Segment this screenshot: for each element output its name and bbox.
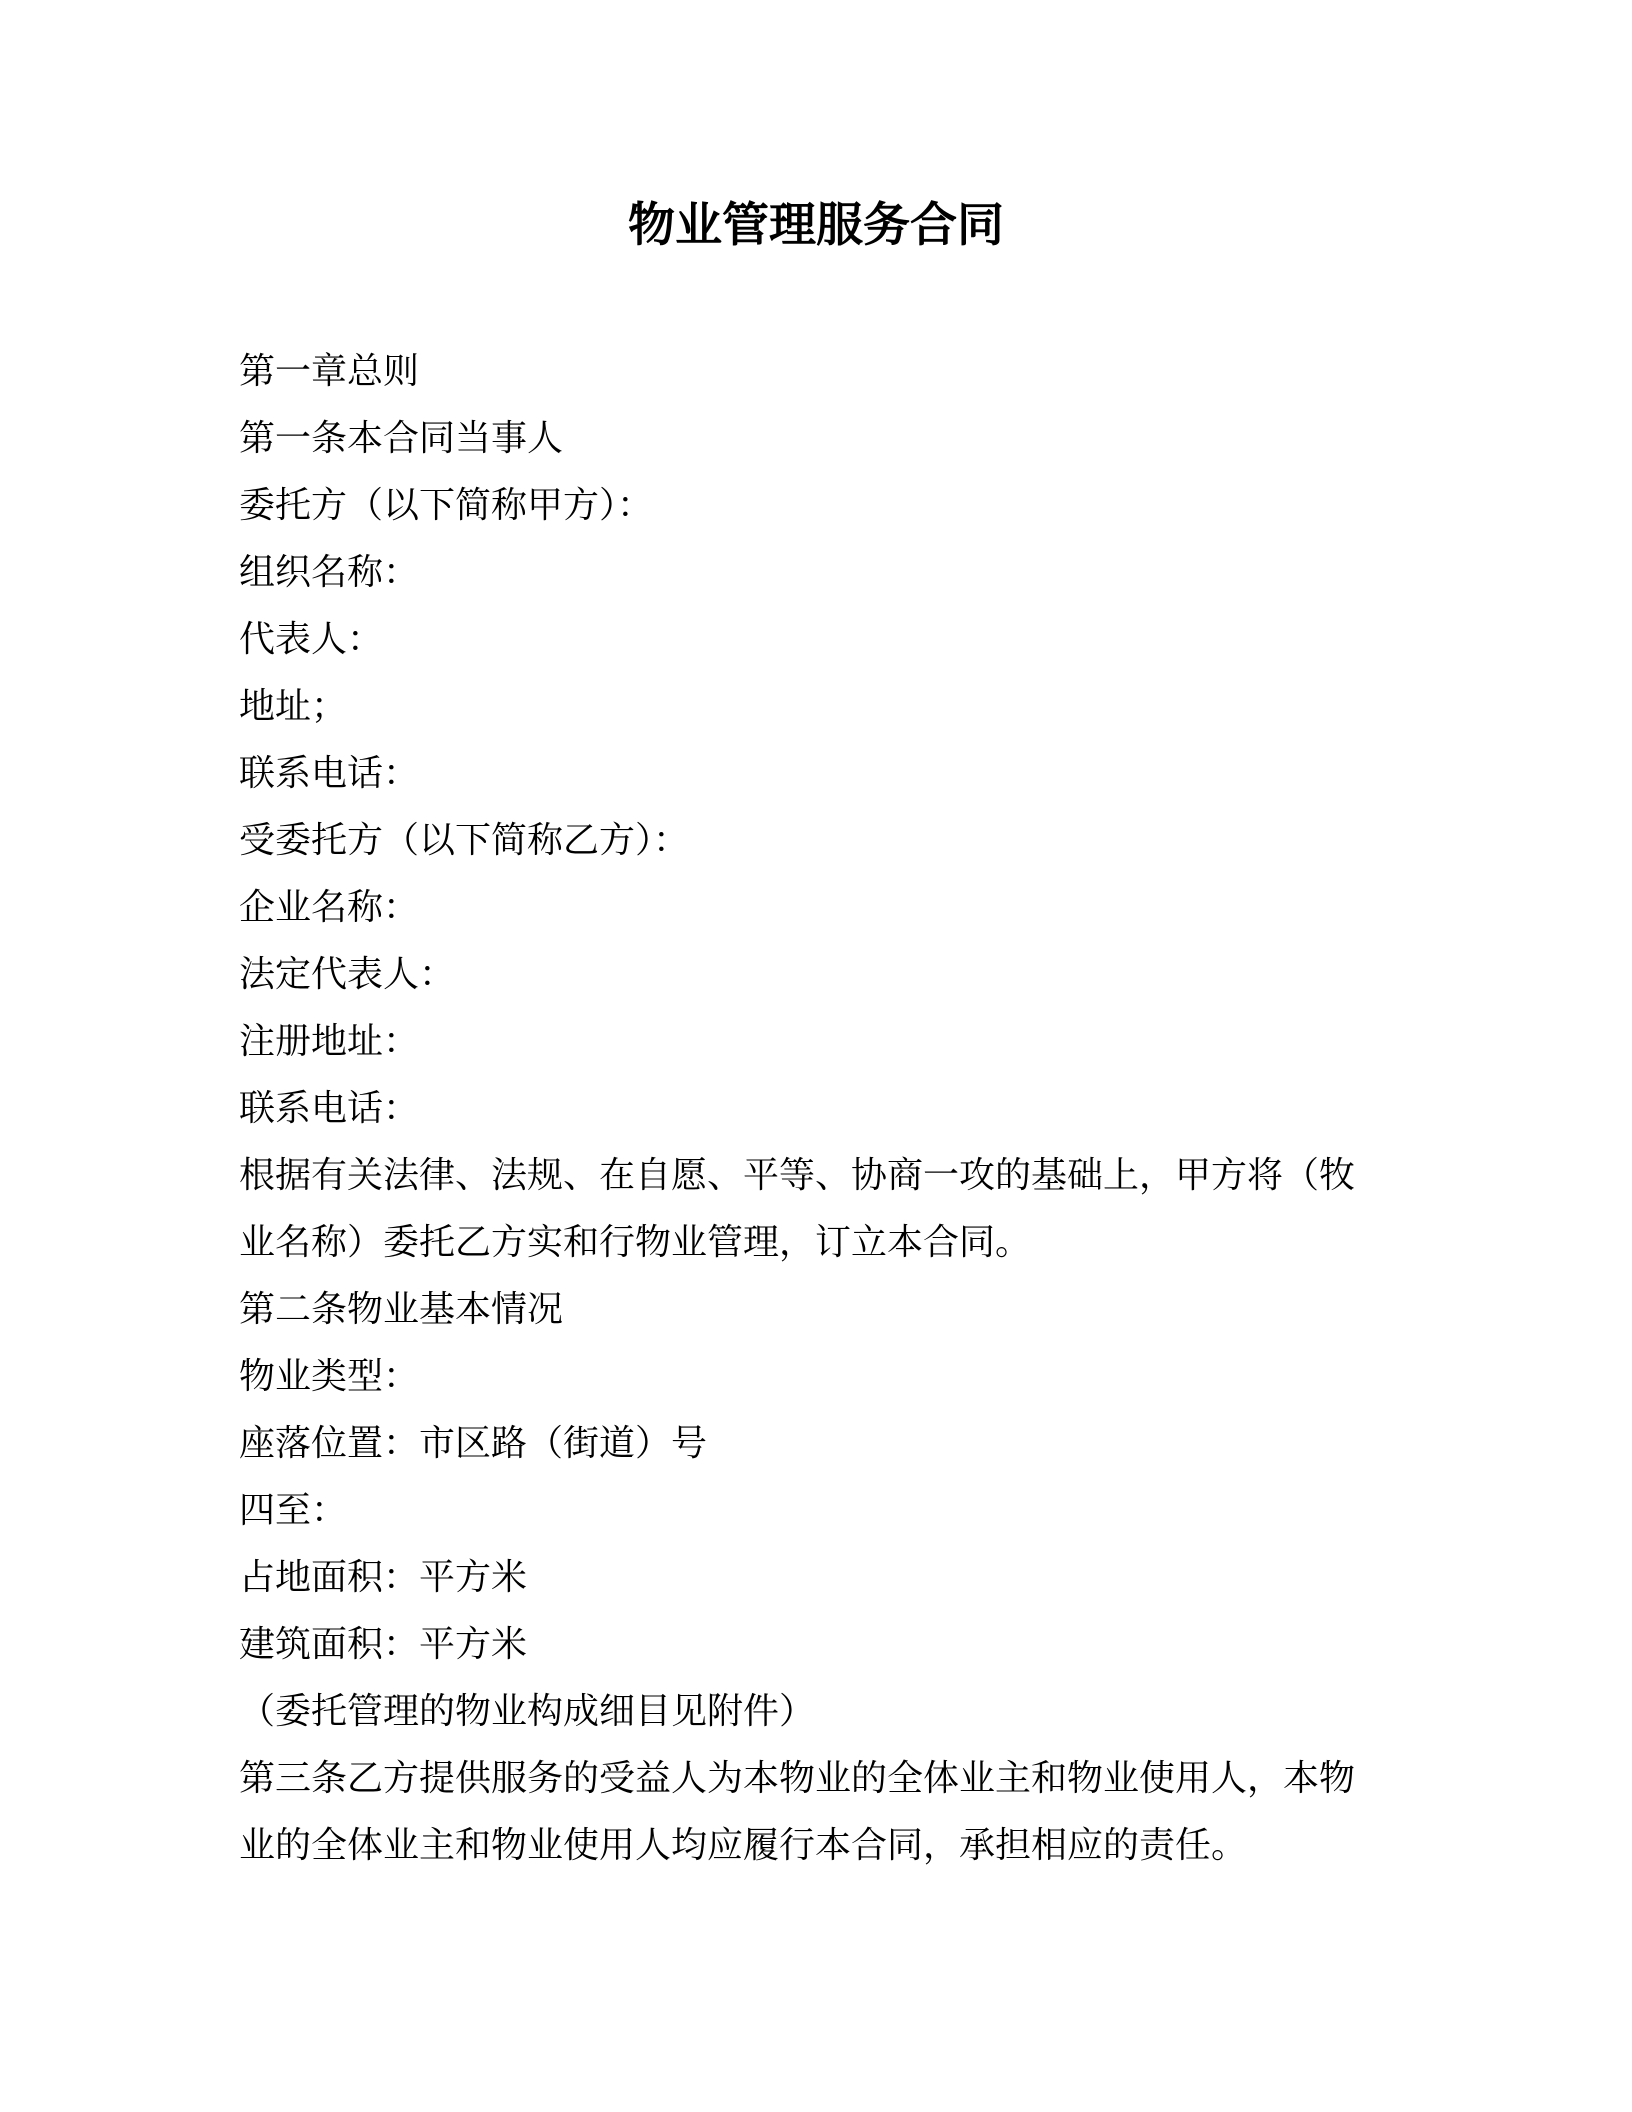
property-boundaries: 四至： [239, 1490, 348, 1531]
building-area: 建筑面积：平方米 [239, 1624, 528, 1665]
appendix-note: （委托管理的物业构成细目见附件） [239, 1691, 816, 1732]
document-body [239, 338, 1389, 1879]
party-a-label: 委托方（以下简称甲方）： [239, 485, 654, 526]
party-b-phone: 联系电话： [239, 1088, 420, 1129]
party-b-company-name: 企业名称： [239, 887, 420, 928]
party-a-address: 地址； [239, 686, 348, 727]
property-location: 座落位置：市区路（街道）号 [239, 1423, 708, 1464]
chapter-heading: 第一章总则 [239, 351, 420, 392]
article-1-heading: 第一条本合同当事人 [239, 418, 564, 459]
article-2-heading: 第二条物业基本情况 [239, 1289, 564, 1330]
party-a-org-name: 组织名称： [239, 552, 420, 593]
party-a-representative: 代表人： [239, 619, 384, 660]
property-type: 物业类型： [239, 1356, 420, 1397]
document-title: 物业管理服务合同 [628, 198, 1004, 253]
preamble-paragraph: 根据有关法律、法规、在自愿、平等、协商一攻的基础上，甲方将（牧业名称）委托乙方实和行物业管理，订立本合同。 [239, 1155, 1356, 1263]
party-a-phone: 联系电话： [239, 753, 420, 794]
party-b-legal-representative: 法定代表人： [239, 954, 456, 995]
land-area: 占地面积：平方米 [239, 1557, 528, 1598]
party-b-label: 受委托方（以下简称乙方）： [239, 820, 690, 861]
article-3-paragraph: 第三条乙方提供服务的受益人为本物业的全体业主和物业使用人，本物业的全体业主和物业使用人均应履行本合同，承担相应的责任。 [239, 1758, 1356, 1866]
party-b-registered-address: 注册地址： [239, 1021, 420, 1062]
